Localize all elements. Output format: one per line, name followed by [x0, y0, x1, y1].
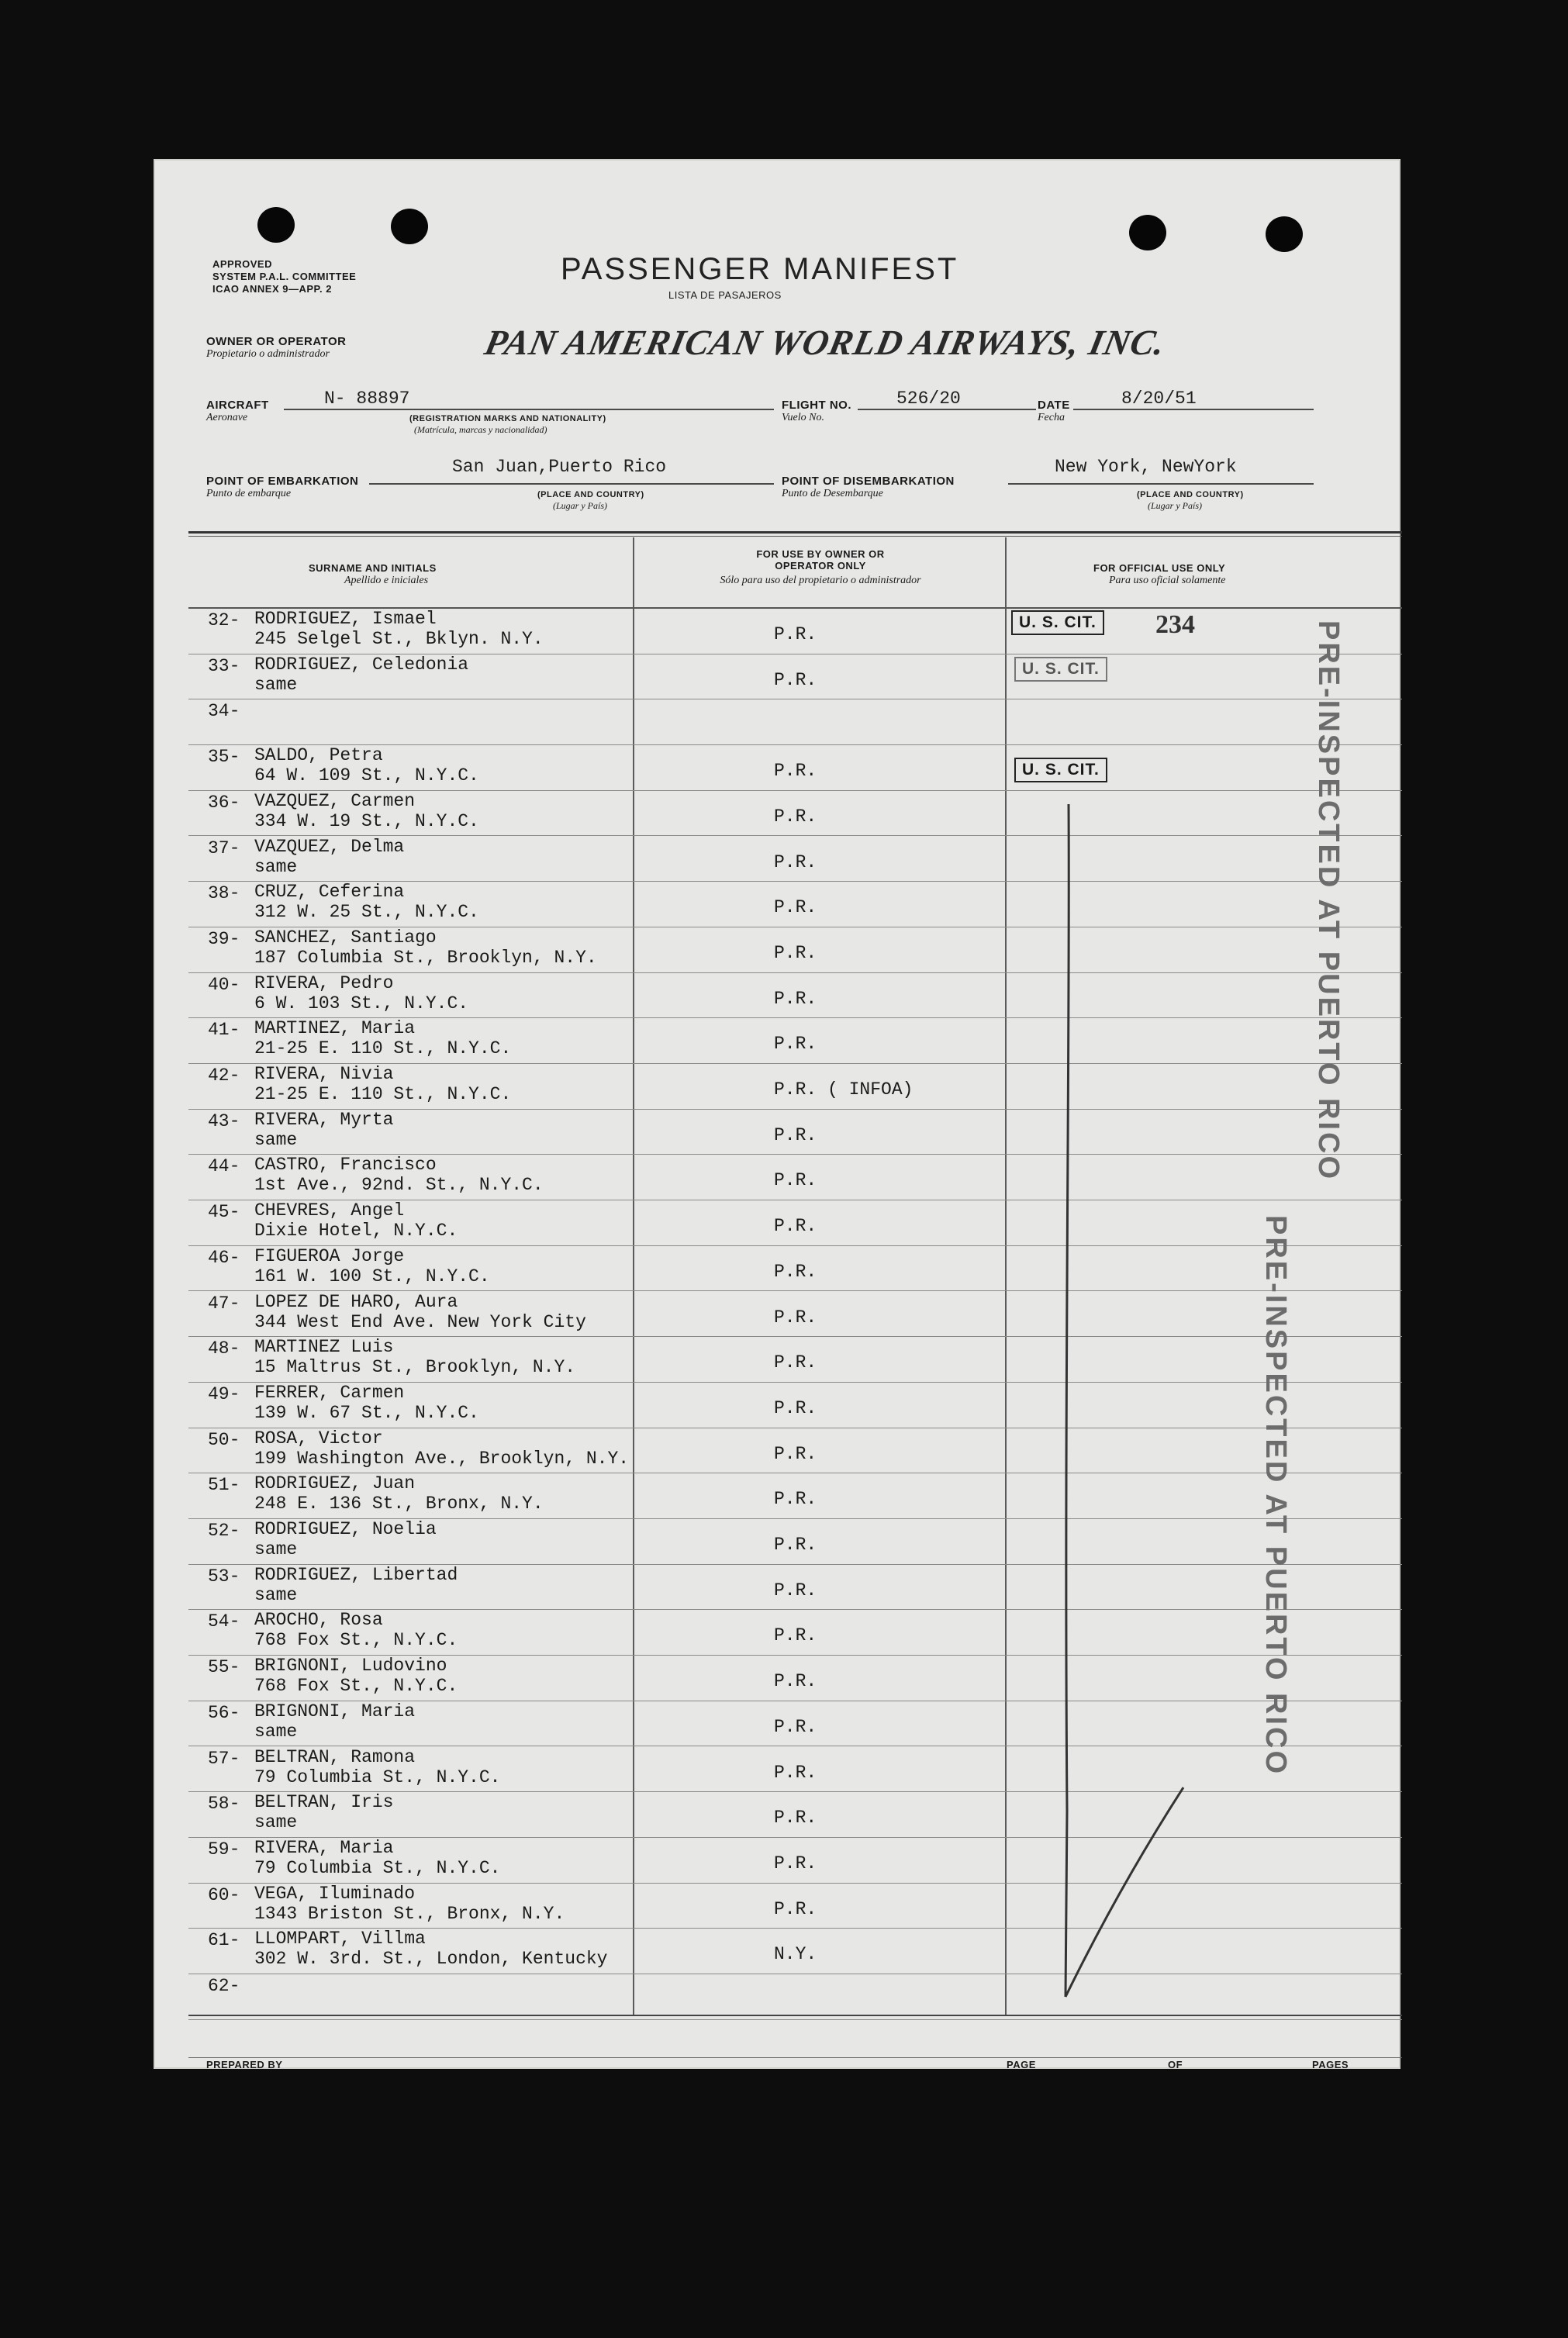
table-row — [154, 609, 1400, 654]
owner-use-value: P.R. — [774, 1307, 817, 1328]
disembark-label-es: Punto de Desembarque — [782, 488, 883, 499]
date-label: DATE — [1038, 399, 1070, 412]
row-number: 50- — [208, 1429, 240, 1450]
row-number: 59- — [208, 1839, 240, 1860]
punch-hole — [1129, 215, 1166, 250]
table-row — [154, 1974, 1400, 2020]
passenger-name: FIGUEROA Jorge — [254, 1245, 405, 1266]
owner-use-value: P.R. — [774, 1489, 817, 1510]
row-number: 61- — [208, 1930, 240, 1951]
table-row — [154, 1701, 1400, 1747]
owner-use-value: P.R. — [774, 1034, 817, 1055]
table-row — [154, 973, 1400, 1019]
disembark-underline — [1008, 483, 1314, 485]
passenger-name: LOPEZ DE HARO, Aura — [254, 1291, 458, 1312]
owner-use-value: P.R. — [774, 806, 817, 827]
row-number: 42- — [208, 1065, 240, 1086]
flight-label-es: Vuelo No. — [782, 412, 824, 423]
punch-hole — [1266, 216, 1303, 252]
row-number: 51- — [208, 1475, 240, 1496]
of-label: OF — [1168, 2059, 1183, 2070]
owner-use-value: P.R. — [774, 1124, 817, 1145]
passenger-name: RIVERA, Myrta — [254, 1109, 394, 1130]
owner-use-value: P.R. — [774, 1625, 817, 1646]
table-row — [154, 1884, 1400, 1929]
table-row — [154, 1246, 1400, 1292]
registration-label: (REGISTRATION MARKS AND NATIONALITY) — [409, 414, 606, 423]
passenger-name: FERRER, Carmen — [254, 1382, 405, 1403]
passenger-name: RODRIGUEZ, Juan — [254, 1473, 416, 1494]
page-title: PASSENGER MANIFEST — [561, 252, 959, 286]
owner-use-value: P.R. — [774, 942, 817, 963]
row-number: 62- — [208, 1976, 240, 1996]
embark-label: POINT OF EMBARKATION — [206, 475, 359, 488]
row-number: 52- — [208, 1521, 240, 1541]
row-number: 54- — [208, 1611, 240, 1632]
owner-use-value: P.R. — [774, 1898, 817, 1919]
aircraft-label-es: Aeronave — [206, 412, 248, 423]
airline-name: PAN AMERICAN WORLD AIRWAYS, INC. — [481, 323, 1169, 362]
passenger-name: CASTRO, Francisco — [254, 1155, 437, 1176]
table-row — [154, 1473, 1400, 1519]
column-header-owner-es: Sólo para uso del propietario o administrador — [720, 575, 921, 586]
passenger-address: 344 West End Ave. New York City — [254, 1311, 586, 1332]
passenger-address: same — [254, 1539, 298, 1559]
passenger-name: VAZQUEZ, Delma — [254, 836, 405, 857]
table-row — [154, 791, 1400, 837]
owner-use-value: P.R. — [774, 1261, 817, 1282]
row-number: 58- — [208, 1794, 240, 1815]
table-row — [154, 1383, 1400, 1428]
passenger-name: CRUZ, Ceferina — [254, 882, 405, 903]
row-number: 39- — [208, 928, 240, 949]
passenger-address: 21-25 E. 110 St., N.Y.C. — [254, 1084, 512, 1104]
row-number: 40- — [208, 974, 240, 995]
passenger-name: BELTRAN, Ramona — [254, 1746, 416, 1767]
row-number: 55- — [208, 1657, 240, 1678]
passenger-address: 6 W. 103 St., N.Y.C. — [254, 993, 469, 1014]
embark-label-es: Punto de embarque — [206, 488, 292, 499]
pre-inspected-stamp: PRE-INSPECTED AT PUERTO RICO — [1259, 1215, 1292, 1777]
row-number: 60- — [208, 1884, 240, 1905]
date-value: 8/20/51 — [1121, 389, 1197, 409]
approval-line: ICAO ANNEX 9—APP. 2 — [212, 283, 332, 295]
passenger-address: 21-25 E. 110 St., N.Y.C. — [254, 1038, 512, 1059]
passenger-address: 199 Washington Ave., Brooklyn, N.Y. — [254, 1448, 630, 1469]
table-row — [154, 1838, 1400, 1884]
passenger-name: VEGA, Iluminado — [254, 1883, 416, 1904]
passenger-address: same — [254, 674, 298, 695]
owner-use-value: N.Y. — [774, 1944, 817, 1965]
registration-label-es: (Matrícula, marcas y nacionalidad) — [414, 424, 547, 435]
row-number: 45- — [208, 1202, 240, 1223]
passenger-address: same — [254, 1584, 298, 1605]
owner-use-value: P.R. — [774, 669, 817, 690]
table-row — [154, 837, 1400, 882]
row-number: 49- — [208, 1383, 240, 1404]
row-number: 44- — [208, 1156, 240, 1177]
table-row — [154, 1110, 1400, 1155]
punch-hole — [257, 207, 295, 243]
manifest-page — [154, 159, 1400, 2069]
passenger-address: 79 Columbia St., N.Y.C. — [254, 1857, 501, 1878]
passenger-address: same — [254, 856, 298, 877]
owner-label-es: Propietario o administrador — [206, 348, 330, 360]
row-number: 36- — [208, 792, 240, 813]
place-label: (PLACE AND COUNTRY) — [537, 490, 644, 499]
pages-label: PAGES — [1312, 2059, 1349, 2070]
table-row — [154, 882, 1400, 927]
footer-rule — [188, 2057, 1402, 2058]
disembark-value: New York, NewYork — [1055, 457, 1237, 477]
table-row — [154, 1565, 1400, 1611]
owner-use-value: P.R. — [774, 1443, 817, 1464]
table-row — [154, 699, 1400, 745]
owner-use-value: P.R. — [774, 1397, 817, 1418]
passenger-address: 15 Maltrus St., Brooklyn, N.Y. — [254, 1357, 576, 1378]
us-citizen-stamp: U. S. CIT. — [1014, 657, 1107, 682]
table-row — [154, 1155, 1400, 1200]
table-row — [154, 1747, 1400, 1793]
column-header-official: FOR OFFICIAL USE ONLY — [1093, 562, 1226, 574]
passenger-address: 768 Fox St., N.Y.C. — [254, 1630, 458, 1651]
row-number: 43- — [208, 1110, 240, 1131]
passenger-name: VAZQUEZ, Carmen — [254, 790, 416, 811]
passenger-address: 248 E. 136 St., Bronx, N.Y. — [254, 1494, 544, 1514]
table-row — [154, 1018, 1400, 1064]
table-row — [154, 1200, 1400, 1246]
owner-use-value: P.R. — [774, 1808, 817, 1829]
row-number: 32- — [208, 610, 240, 630]
table-row — [154, 927, 1400, 973]
column-header-name: SURNAME AND INITIALS — [309, 562, 437, 574]
passenger-name: MARTINEZ, Maria — [254, 1018, 416, 1039]
passenger-name: BELTRAN, Iris — [254, 1792, 394, 1813]
row-number: 48- — [208, 1338, 240, 1359]
aircraft-underline — [284, 409, 774, 410]
passenger-name: AROCHO, Rosa — [254, 1610, 383, 1631]
passenger-name: RODRIGUEZ, Libertad — [254, 1564, 458, 1585]
prepared-by-label: PREPARED BY — [206, 2059, 283, 2070]
passenger-address: 161 W. 100 St., N.Y.C. — [254, 1266, 490, 1286]
passenger-address: 139 W. 67 St., N.Y.C. — [254, 1402, 479, 1423]
passenger-name: RODRIGUEZ, Celedonia — [254, 654, 469, 675]
passenger-name: SANCHEZ, Santiago — [254, 927, 437, 948]
table-row — [154, 1337, 1400, 1383]
passenger-address: same — [254, 1721, 298, 1742]
passenger-address: 1343 Briston St., Bronx, N.Y. — [254, 1903, 565, 1924]
checkmark-mark — [1053, 803, 1208, 2020]
passenger-name: RIVERA, Maria — [254, 1837, 394, 1858]
page-label: PAGE — [1007, 2059, 1036, 2070]
embark-underline — [369, 483, 774, 485]
passenger-name: RIVERA, Nivia — [254, 1064, 394, 1084]
row-number: 57- — [208, 1748, 240, 1769]
flight-label: FLIGHT NO. — [782, 399, 851, 412]
owner-use-value: P.R. — [774, 1853, 817, 1874]
row-number: 47- — [208, 1293, 240, 1314]
passenger-name: LLOMPART, Villma — [254, 1929, 426, 1949]
row-number: 35- — [208, 747, 240, 768]
passenger-count: 234 — [1155, 610, 1195, 639]
row-number: 56- — [208, 1702, 240, 1723]
owner-use-value: P.R. — [774, 624, 817, 644]
place-label-es-2: (Lugar y País) — [1148, 500, 1202, 511]
passenger-address: Dixie Hotel, N.Y.C. — [254, 1221, 458, 1242]
page-title-es: LISTA DE PASAJEROS — [668, 289, 782, 301]
passenger-name: MARTINEZ Luis — [254, 1337, 394, 1358]
owner-use-value: P.R. — [774, 1216, 817, 1237]
table-row — [154, 745, 1400, 791]
passenger-address: 79 Columbia St., N.Y.C. — [254, 1766, 501, 1787]
table-row — [154, 1519, 1400, 1565]
owner-use-value: P.R. ( INFOA) — [774, 1079, 914, 1100]
passenger-address: 64 W. 109 St., N.Y.C. — [254, 765, 479, 786]
passenger-address: 768 Fox St., N.Y.C. — [254, 1676, 458, 1697]
passenger-name: RODRIGUEZ, Ismael — [254, 609, 437, 629]
approval-line: SYSTEM P.A.L. COMMITTEE — [212, 271, 357, 282]
place-label-2: (PLACE AND COUNTRY) — [1137, 490, 1244, 499]
table-row — [154, 654, 1400, 700]
row-number: 46- — [208, 1247, 240, 1268]
table-row — [154, 1428, 1400, 1474]
embark-value: San Juan,Puerto Rico — [452, 457, 667, 477]
row-number: 37- — [208, 837, 240, 858]
table-top-rule — [188, 531, 1402, 534]
table-row — [154, 1929, 1400, 1974]
row-number: 53- — [208, 1566, 240, 1587]
table-row — [154, 1064, 1400, 1110]
row-number: 38- — [208, 883, 240, 904]
owner-use-value: P.R. — [774, 988, 817, 1009]
passenger-address: 187 Columbia St., Brooklyn, N.Y. — [254, 947, 597, 968]
approval-line: APPROVED — [212, 258, 272, 270]
aircraft-value: N- 88897 — [324, 389, 410, 409]
passenger-address: 302 W. 3rd. St., London, Kentucky — [254, 1949, 608, 1970]
table-row — [154, 1792, 1400, 1838]
passenger-name: BRIGNONI, Maria — [254, 1701, 416, 1722]
aircraft-label: AIRCRAFT — [206, 399, 269, 412]
owner-use-value: P.R. — [774, 1716, 817, 1737]
us-citizen-stamp: U. S. CIT. — [1014, 758, 1107, 782]
table-row — [154, 1292, 1400, 1338]
table-top-rule-2 — [188, 536, 1402, 537]
owner-use-value: P.R. — [774, 1535, 817, 1555]
passenger-address: 312 W. 25 St., N.Y.C. — [254, 902, 479, 923]
passenger-name: RIVERA, Pedro — [254, 972, 394, 993]
owner-use-value: P.R. — [774, 1671, 817, 1692]
passenger-name: RODRIGUEZ, Noelia — [254, 1519, 437, 1539]
column-header-name-es: Apellido e iniciales — [344, 575, 429, 586]
row-number: 34- — [208, 701, 240, 722]
owner-use-value: P.R. — [774, 1352, 817, 1373]
owner-use-value: P.R. — [774, 1170, 817, 1191]
pre-inspected-stamp: PRE-INSPECTED AT PUERTO RICO — [1312, 620, 1345, 1182]
flight-value: 526/20 — [896, 389, 961, 409]
passenger-address: same — [254, 1812, 298, 1833]
owner-use-value: P.R. — [774, 761, 817, 782]
row-number: 41- — [208, 1020, 240, 1041]
row-number: 33- — [208, 655, 240, 676]
date-label-es: Fecha — [1038, 412, 1065, 423]
flight-underline — [858, 409, 1036, 410]
column-header-owner: FOR USE BY OWNER OR OPERATOR ONLY — [756, 548, 885, 572]
passenger-name: ROSA, Victor — [254, 1428, 383, 1449]
table-row — [154, 1610, 1400, 1656]
passenger-address: 334 W. 19 St., N.Y.C. — [254, 810, 479, 831]
owner-use-value: P.R. — [774, 1762, 817, 1783]
passenger-address: 1st Ave., 92nd. St., N.Y.C. — [254, 1175, 544, 1196]
us-citizen-stamp: U. S. CIT. — [1011, 610, 1104, 635]
owner-use-value: P.R. — [774, 851, 817, 872]
passenger-name: BRIGNONI, Ludovino — [254, 1656, 447, 1677]
date-underline — [1073, 409, 1314, 410]
passenger-name: CHEVRES, Angel — [254, 1200, 405, 1221]
owner-use-value: P.R. — [774, 897, 817, 918]
column-header-official-es: Para uso oficial solamente — [1109, 575, 1226, 586]
passenger-address: 245 Selgel St., Bklyn. N.Y. — [254, 629, 544, 649]
passenger-name: SALDO, Petra — [254, 745, 383, 766]
owner-use-value: P.R. — [774, 1580, 817, 1601]
row-rule — [188, 2019, 1402, 2020]
disembark-label: POINT OF DISEMBARKATION — [782, 475, 955, 488]
owner-label: OWNER OR OPERATOR — [206, 335, 347, 348]
passenger-address: same — [254, 1129, 298, 1150]
place-label-es: (Lugar y País) — [553, 500, 607, 511]
table-row — [154, 1656, 1400, 1701]
punch-hole — [391, 209, 428, 244]
